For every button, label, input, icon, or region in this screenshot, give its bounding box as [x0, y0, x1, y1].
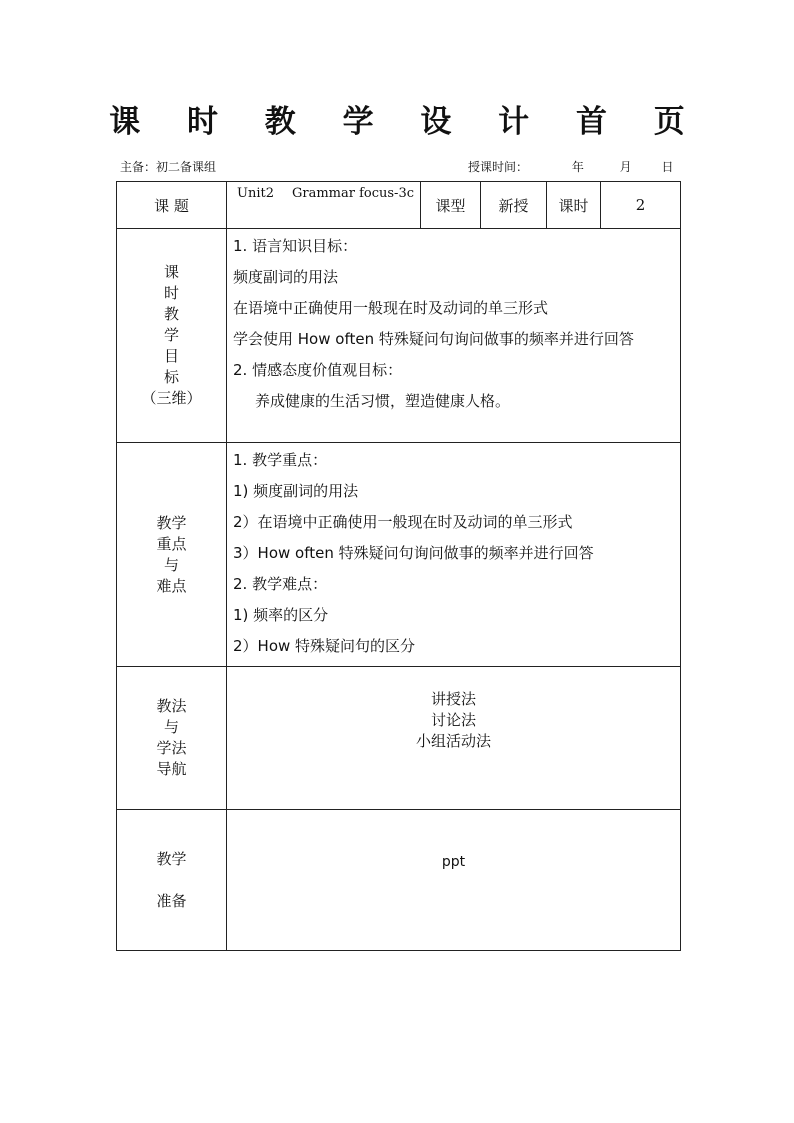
lesson-plan-table — [116, 181, 681, 951]
teaching-time-label: 授课时间： — [468, 160, 529, 174]
preparation-row — [117, 810, 681, 951]
objective-line: 学会使用 How often 特殊疑问句询问做事的频率并进行回答 — [233, 330, 634, 348]
preparation-value: ppt — [227, 810, 681, 951]
key-point-line: 2）How 特殊疑问句的区分 — [233, 637, 416, 655]
key-point-line: 1) 频度副词的用法 — [233, 482, 359, 500]
page-title: 课 时 教 学 设 计 首 页 — [109, 104, 703, 140]
key-points-row — [117, 443, 681, 667]
topic-label: 课 题 — [117, 182, 227, 229]
key-point-line: 1. 教学重点： — [233, 451, 328, 469]
key-point-line: 1) 频率的区分 — [233, 606, 329, 624]
method-item: 讲授法 — [430, 690, 476, 708]
method-item: 小组活动法 — [415, 732, 491, 750]
month-label: 月 — [619, 160, 632, 174]
type-label: 课型 — [421, 182, 481, 229]
preparation-label: 教学 准备 — [117, 810, 227, 951]
method-item: 讨论法 — [430, 711, 476, 729]
day-label: 日 — [661, 160, 674, 174]
preparer-text: 主备：初二备课组 — [120, 160, 217, 174]
hours-value: 2 — [601, 182, 681, 229]
key-points-content — [227, 443, 681, 667]
objective-line: 在语境中正确使用一般现在时及动词的单三形式 — [233, 299, 549, 317]
type-value: 新授 — [481, 182, 547, 229]
hours-label: 课时 — [547, 182, 601, 229]
teaching-time — [468, 158, 674, 175]
methods-label: 教法 与 学法 导航 — [117, 667, 227, 810]
topic-name: Grammar focus-3c — [291, 186, 414, 201]
key-points-label: 教学 重点 与 难点 — [117, 443, 227, 667]
key-point-line: 3）How often 特殊疑问句询问做事的频率并进行回答 — [233, 544, 594, 562]
topic-unit: Unit2 — [237, 186, 274, 201]
methods-row — [117, 667, 681, 810]
objective-line: 频度副词的用法 — [233, 268, 339, 286]
methods-content — [227, 667, 681, 810]
key-point-line: 2. 教学难点： — [233, 575, 328, 593]
objective-line: 2. 情感态度价值观目标： — [233, 361, 403, 379]
objective-line: 1. 语言知识目标： — [233, 237, 358, 255]
objectives-content — [227, 229, 681, 443]
objectives-row — [117, 229, 681, 443]
key-point-line: 2）在语境中正确使用一般现在时及动词的单三形式 — [233, 513, 573, 531]
year-label: 年 — [571, 160, 584, 174]
objective-line: 养成健康的生活习惯，塑造健康人格。 — [255, 392, 511, 410]
topic-value — [227, 182, 421, 229]
topic-row — [117, 182, 681, 229]
objectives-label: 课 时 教 学 目 标 （三维） — [117, 229, 227, 443]
